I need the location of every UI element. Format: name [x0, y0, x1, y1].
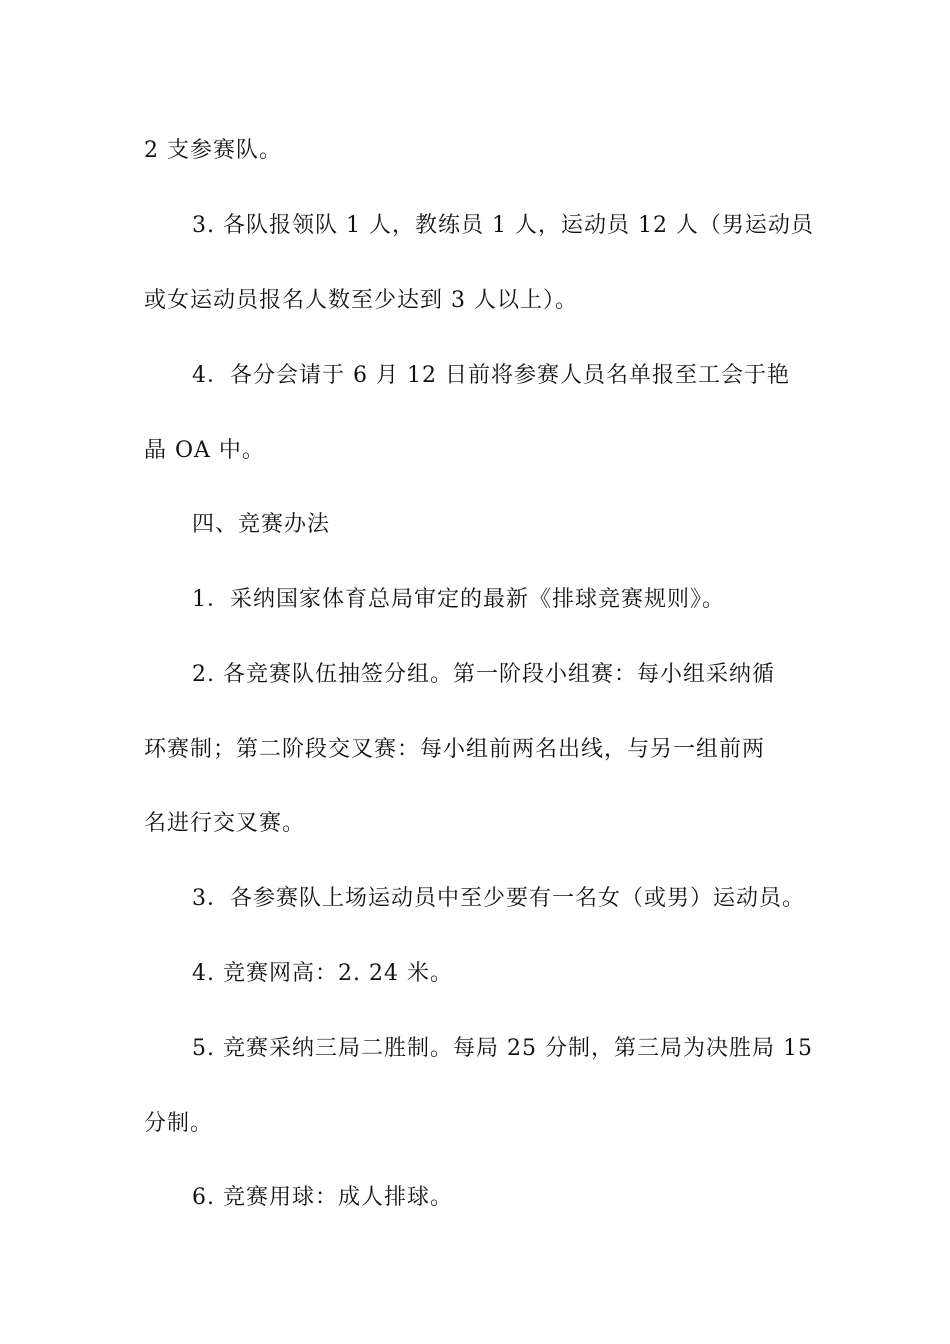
text-line: 环赛制；第二阶段交叉赛：每小组前两名出线，与另一组前两	[144, 737, 766, 762]
text-line: 5. 竞赛采纳三局二胜制。每局 25 分制，第三局为决胜局 15	[192, 1036, 813, 1061]
text-line: 3. 各队报领队 1 人，教练员 1 人，运动员 12 人（男运动员	[192, 213, 814, 238]
text-line: 6. 竞赛用球：成人排球。	[192, 1185, 453, 1210]
text-line: 4．各分会请于 6 月 12 日前将参赛人员名单报至工会于艳	[192, 363, 790, 388]
text-line: 晶 OA 中。	[144, 438, 265, 463]
text-line: 4. 竞赛网高：2. 24 米。	[192, 961, 453, 986]
text-line: 3．各参赛队上场运动员中至少要有一名女（或男）运动员。	[192, 886, 805, 911]
text-line: 1．采纳国家体育总局审定的最新《排球竞赛规则》。	[192, 587, 725, 612]
text-line: 名进行交叉赛。	[144, 811, 306, 836]
text-line: 2 支参赛队。	[144, 138, 282, 163]
text-line: 分制。	[144, 1111, 214, 1136]
section-heading: 四、竞赛办法	[192, 512, 331, 537]
text-line: 或女运动员报名人数至少达到 3 人以上）。	[144, 288, 578, 313]
text-line: 2. 各竞赛队伍抽签分组。第一阶段小组赛：每小组采纳循	[192, 662, 775, 687]
